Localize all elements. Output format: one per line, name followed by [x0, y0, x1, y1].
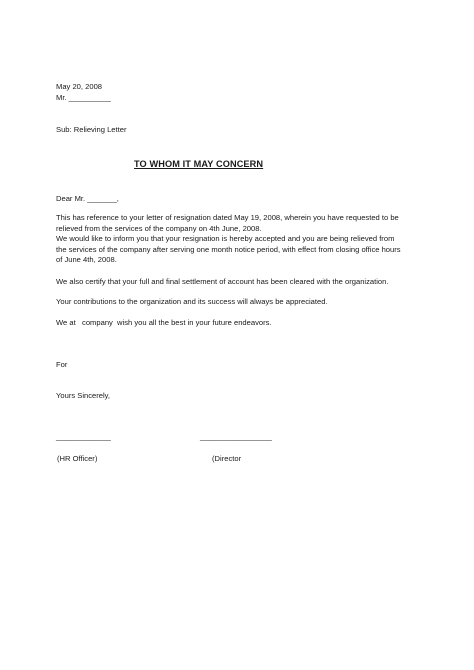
paragraph-line: the services of the company after serving one month notice period, with effect from closing office hours — [56, 244, 401, 254]
closing-line: Yours Sincerely, — [56, 391, 111, 400]
paragraph-line: This has reference to your letter of resignation dated May 19, 2008, wherein you have requested to be — [56, 213, 399, 222]
letter-date: May 20, 2008 — [56, 82, 103, 91]
signature-line-director: _________________ — [200, 432, 272, 441]
body-paragraph-resignation — [56, 213, 418, 266]
paragraph-line: relieved from the services of the company on 4th June, 2008. — [56, 223, 262, 233]
signatory-hr-officer: (HR Officer) — [57, 454, 98, 463]
body-paragraph-contributions: Your contributions to the organization and its success will always be appreciated. — [56, 297, 328, 306]
salutation: Dear Mr. _______, — [56, 194, 119, 203]
body-paragraph-wishes: We at company wish you all the best in your future endeavors. — [56, 318, 272, 327]
paragraph-line: of June 4th, 2008. — [56, 255, 117, 264]
paragraph-line: We would like to inform you that your resignation is hereby accepted and you are being relieved from — [56, 234, 395, 243]
letter-heading: TO WHOM IT MAY CONCERN — [134, 159, 264, 169]
recipient-line: Mr. __________ — [56, 93, 111, 102]
body-paragraph-settlement: We also certify that your full and final settlement of account has been cleared with the organization. — [56, 277, 389, 286]
signatory-director: (Director — [212, 454, 242, 463]
signature-line-hr: _____________ — [56, 432, 111, 441]
for-line: For — [56, 360, 68, 369]
subject-line: Sub: Relieving Letter — [56, 125, 127, 134]
